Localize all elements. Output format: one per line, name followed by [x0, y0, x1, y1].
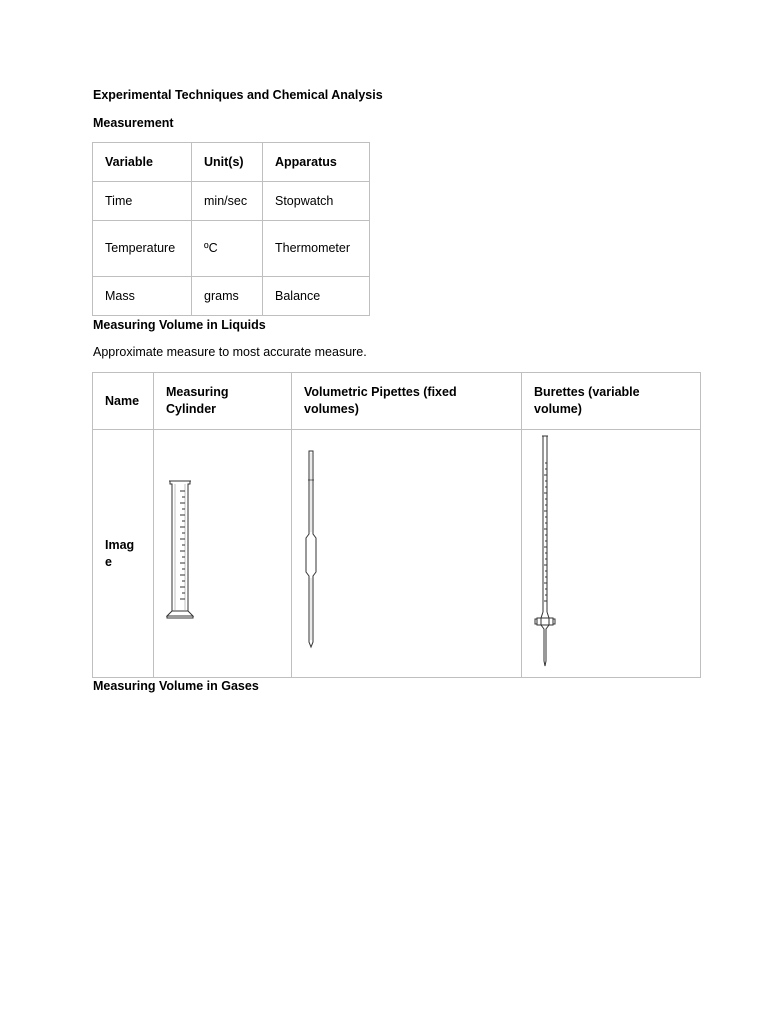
table-cell: Stopwatch — [263, 182, 370, 221]
table-cell: min/sec — [192, 182, 263, 221]
table-row — [93, 221, 370, 277]
table-header-cell: Unit(s) — [192, 143, 263, 182]
table-cell: Thermometer — [263, 221, 370, 277]
table-cell — [522, 430, 701, 678]
section-intro: Approximate measure to most accurate measure. — [93, 345, 367, 359]
section-heading-gases: Measuring Volume in Gases — [93, 679, 259, 693]
measuring-cylinder-icon — [166, 479, 196, 621]
table-cell: grams — [192, 277, 263, 316]
table-header-cell: Name — [93, 373, 154, 430]
table-header-cell: Volumetric Pipettes (fixed volumes) — [292, 373, 522, 430]
table-cell: Balance — [263, 277, 370, 316]
table-header-cell: Variable — [93, 143, 192, 182]
table-header-cell: Apparatus — [263, 143, 370, 182]
volume-table — [92, 372, 701, 678]
table-cell: Time — [93, 182, 192, 221]
table-row — [93, 277, 370, 316]
table-header-cell: Burettes (variable volume) — [522, 373, 701, 430]
measurement-table — [92, 142, 370, 316]
burette-icon — [534, 435, 558, 667]
table-cell: Mass — [93, 277, 192, 316]
table-cell — [154, 430, 292, 678]
page-title: Experimental Techniques and Chemical Analysis — [93, 88, 383, 102]
section-heading-measurement: Measurement — [93, 116, 174, 130]
section-heading-liquids: Measuring Volume in Liquids — [93, 318, 266, 332]
table-cell — [292, 430, 522, 678]
table-cell: Temperature — [93, 221, 192, 277]
table-row — [93, 143, 370, 182]
table-header-cell: Image — [93, 430, 154, 678]
table-row — [93, 373, 701, 430]
volumetric-pipette-icon — [304, 450, 318, 650]
table-row — [93, 182, 370, 221]
table-header-cell: Measuring Cylinder — [154, 373, 292, 430]
table-cell: ºC — [192, 221, 263, 277]
table-row — [93, 430, 701, 678]
